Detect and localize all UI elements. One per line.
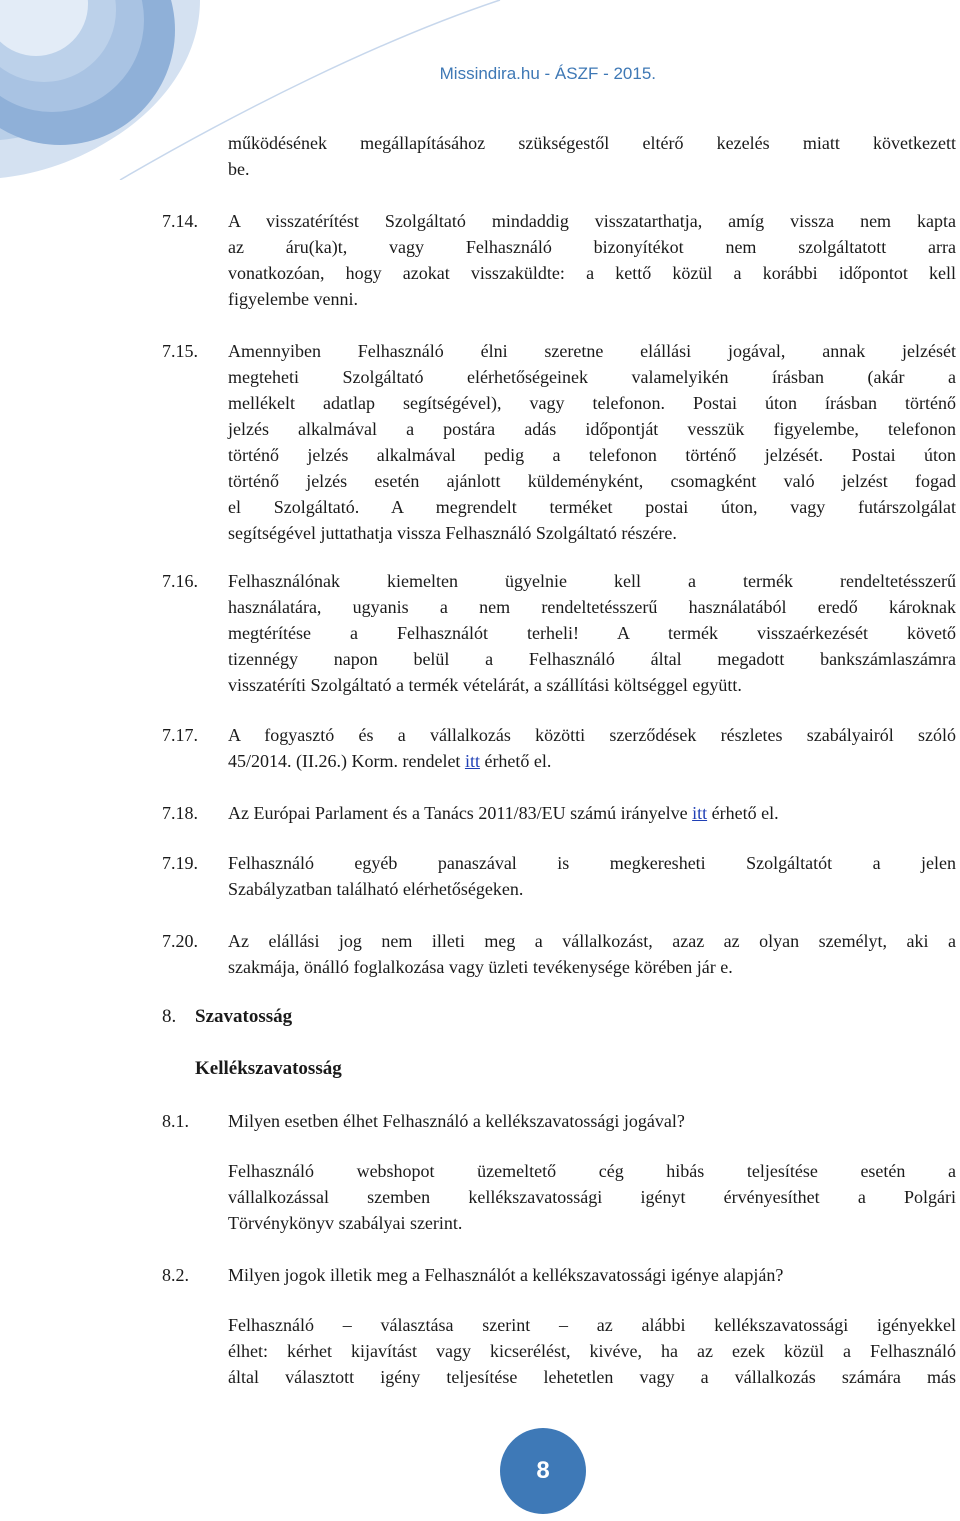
section-subtitle: Kellékszavatosság xyxy=(195,1058,342,1079)
text-line xyxy=(228,748,956,774)
item-number-8-1: 8.1. xyxy=(162,1111,189,1131)
text-line: A fogyasztó és a vállalkozás közötti szerződések részletes szabályairól szóló xyxy=(228,725,956,745)
item-text-7-20 xyxy=(228,928,956,980)
text-line: vonatkozóan, hogy azokat visszaküldte: a kettő közül a korábbi időpontot kell xyxy=(228,263,956,283)
question-8-1: Milyen esetben élhet Felhasználó a kellékszavatossági jogával? xyxy=(228,1111,685,1131)
text-fragment: Az Európai Parlament és a Tanács 2011/83/EU számú irányelve xyxy=(228,803,693,823)
text-line xyxy=(228,800,956,826)
item-text-7-19 xyxy=(228,850,956,902)
text-line: Amennyiben Felhasználó élni szeretne elállási jogával, annak jelzését xyxy=(228,341,956,361)
text-line: vállalkozással szemben kellékszavatossági igényt érvényesíthet a Polgári xyxy=(228,1187,956,1207)
item-number-8-2: 8.2. xyxy=(162,1265,189,1285)
text-line: élhet: kérhet kijavítást vagy kicserélést, kivéve, ha az ezek közül a Felhasználó xyxy=(228,1341,956,1361)
item-number-7-19: 7.19. xyxy=(162,853,198,873)
item-text-7-14 xyxy=(228,208,956,312)
item-text-7-17 xyxy=(228,722,956,774)
text-line: megtérítése a Felhasználót terheli! A termék visszaérkezését követő xyxy=(228,623,956,643)
intro-paragraph-end xyxy=(228,156,956,182)
text-line: jelzés alkalmával a postára adás időpontját vesszük figyelembe, telefonon xyxy=(228,419,956,439)
page-header-title: Missindira.hu - ÁSZF - 2015. xyxy=(439,64,656,83)
text-line: visszatéríti Szolgáltató a termék vételárát, a szállítási költséggel együtt. xyxy=(228,675,742,695)
text-line: az áru(ka)t, vagy Felhasználó bizonyítékot nem szolgáltatott arra xyxy=(228,237,956,257)
text-fragment: érhető el. xyxy=(707,803,779,823)
text-line: Az elállási jog nem illeti meg a vállalkozást, azaz az olyan személyt, aki a xyxy=(228,931,956,951)
item-number-7-15: 7.15. xyxy=(162,341,198,361)
item-text-7-16 xyxy=(228,568,956,698)
text-line: használatára, ugyanis a nem rendeltetésszerű használatából eredő károknak xyxy=(228,597,956,617)
text-line: történő jelzés alkalmával pedig a telefonon történő jelzését. Postai úton xyxy=(228,445,956,465)
item-text-7-18 xyxy=(228,800,956,826)
text-line: szakmája, önálló foglalkozása vagy üzleti tevékenysége körében jár e. xyxy=(228,957,733,977)
regulation-link[interactable]: itt xyxy=(464,751,480,771)
text-line: történő jelzés esetén ajánlott küldeményként, csomagként való jelzést fogad xyxy=(228,471,956,491)
page-number-badge: 8 xyxy=(500,1428,586,1514)
text-line: Szabályzatban található elérhetőségeken. xyxy=(228,879,524,899)
item-text-7-15 xyxy=(228,338,956,546)
text-line: A visszatérítést Szolgáltató mindaddig visszatarthatja, amíg vissza nem kapta xyxy=(228,211,956,231)
item-number-7-20: 7.20. xyxy=(162,931,198,951)
text-line: által választott igény teljesítése lehetetlen vagy a vállalkozás számára más xyxy=(228,1367,956,1387)
item-number-7-16: 7.16. xyxy=(162,571,198,591)
section-number-8: 8. xyxy=(162,1006,177,1027)
directive-link[interactable]: itt xyxy=(692,803,708,823)
text-line: el Szolgáltató. A megrendelt terméket postai úton, vagy futárszolgálat xyxy=(228,497,956,517)
text-line: figyelembe venni. xyxy=(228,289,358,309)
answer-8-1 xyxy=(228,1158,956,1236)
item-number-7-17: 7.17. xyxy=(162,725,198,745)
text-line: be. xyxy=(228,159,250,179)
text-line: Felhasználó egyéb panaszával is megkeresheti Szolgáltatót a jelen xyxy=(228,853,956,873)
intro-paragraph xyxy=(228,130,956,156)
text-line: Felhasználónak kiemelten ügyelnie kell a termék rendeltetésszerű xyxy=(228,571,956,591)
item-number-7-18: 7.18. xyxy=(162,803,198,823)
text-line: Törvénykönyv szabályai szerint. xyxy=(228,1213,463,1233)
answer-8-2 xyxy=(228,1312,956,1390)
text-line: megteheti Szolgáltató elérhetőségeinek valamelyikén írásban (akár a xyxy=(228,367,956,387)
text-line: Felhasználó – választása szerint – az alábbi kellékszavatossági igényekkel xyxy=(228,1315,956,1335)
text-line: tizennégy napon belül a Felhasználó által megadott bankszámlaszámra xyxy=(228,649,956,669)
text-fragment: 45/2014. (II.26.) Korm. rendelet xyxy=(228,751,465,771)
text-line: segítségével juttathatja vissza Felhasználó Szolgáltató részére. xyxy=(228,523,677,543)
text-line: működésének megállapításához szükségestől eltérő kezelés miatt következett xyxy=(228,133,956,153)
question-8-2: Milyen jogok illetik meg a Felhasználót a kellékszavatossági igénye alapján? xyxy=(228,1265,784,1285)
text-fragment: érhető el. xyxy=(479,751,552,771)
section-title: Szavatosság xyxy=(195,1006,293,1027)
text-line: Felhasználó webshopot üzemeltető cég hibás teljesítése esetén a xyxy=(228,1161,956,1181)
text-line: mellékelt adatlap segítségével), vagy telefonon. Postai úton írásban történő xyxy=(228,393,956,413)
item-number-7-14: 7.14. xyxy=(162,211,198,231)
